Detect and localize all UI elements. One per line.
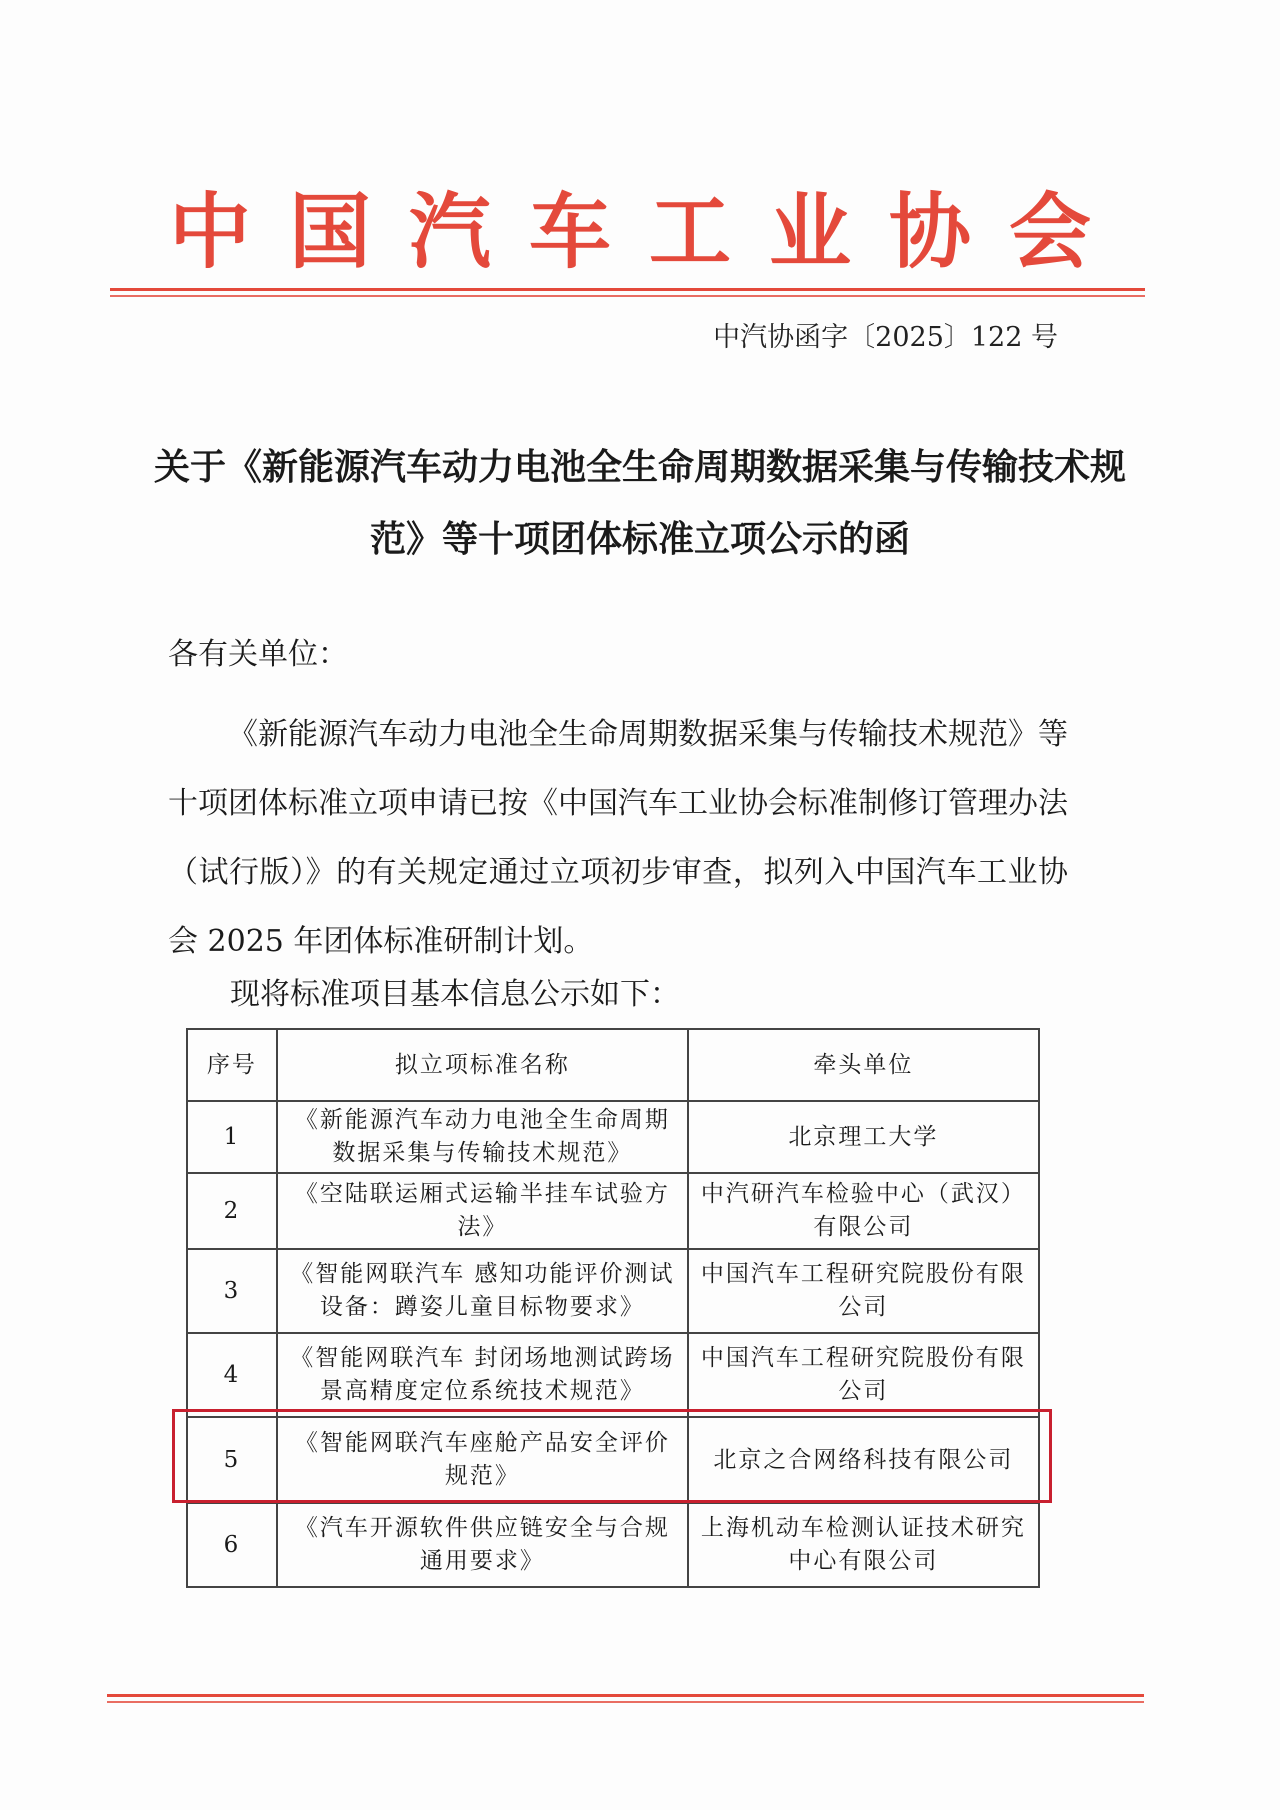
- table-row: [187, 1173, 1039, 1249]
- row-standard-name: 《智能网联汽车 感知功能评价测试设备：蹲姿儿童目标物要求》: [277, 1249, 688, 1333]
- row-lead-organization: 中国汽车工程研究院股份有限公司: [688, 1333, 1039, 1417]
- table-row: [187, 1249, 1039, 1333]
- row-serial-number: 5: [187, 1417, 277, 1503]
- letterhead-rule-top: [110, 288, 1145, 291]
- table-row: [187, 1503, 1039, 1587]
- table-row: [187, 1333, 1039, 1417]
- letterhead-org-name: 中国汽车工业协会: [168, 185, 1129, 280]
- row-lead-organization: 北京之合网络科技有限公司: [688, 1417, 1039, 1503]
- row-standard-name: 《空陆联运厢式运输半挂车试验方法》: [277, 1173, 688, 1249]
- row-standard-name: 《智能网联汽车 封闭场地测试跨场景高精度定位系统技术规范》: [277, 1333, 688, 1417]
- row-serial-number: 6: [187, 1503, 277, 1587]
- table-row-highlighted: [187, 1417, 1039, 1503]
- table-header-row: [187, 1029, 1039, 1101]
- row-lead-organization: 上海机动车检测认证技术研究中心有限公司: [688, 1503, 1039, 1587]
- row-standard-name: 《智能网联汽车座舱产品安全评价规范》: [277, 1417, 688, 1503]
- row-lead-organization: 北京理工大学: [688, 1101, 1039, 1173]
- table-intro-line: 现将标准项目基本信息公示如下：: [230, 977, 680, 1012]
- letterhead-rule-top-secondary: [110, 295, 1145, 297]
- header-standard-name: 拟立项标准名称: [277, 1029, 688, 1101]
- standards-table: [186, 1028, 1040, 1588]
- row-standard-name: 《汽车开源软件供应链安全与合规通用要求》: [277, 1503, 688, 1587]
- document-number: 中汽协函字〔2025〕122 号: [713, 322, 1058, 353]
- footer-rule: [107, 1694, 1144, 1697]
- row-serial-number: 2: [187, 1173, 277, 1249]
- row-serial-number: 3: [187, 1249, 277, 1333]
- row-lead-organization: 中汽研汽车检验中心（武汉）有限公司: [688, 1173, 1039, 1249]
- body-paragraph: 《新能源汽车动力电池全生命周期数据采集与传输技术规范》等十项团体标准立项申请已按《中国汽车工业协会标准制修订管理办法（试行版）》的有关规定通过立项初步审查，拟列入中国汽车工业协会 2025 年团体标准研制计划。: [168, 717, 1068, 959]
- document-title: 关于《新能源汽车动力电池全生命周期数据采集与传输技术规范》等十项团体标准立项公示的函: [153, 447, 1126, 560]
- table-row: [187, 1101, 1039, 1173]
- salutation: 各有关单位：: [168, 637, 348, 672]
- header-lead-organization: 牵头单位: [688, 1029, 1039, 1101]
- row-serial-number: 1: [187, 1101, 277, 1173]
- row-serial-number: 4: [187, 1333, 277, 1417]
- row-standard-name: 《新能源汽车动力电池全生命周期数据采集与传输技术规范》: [277, 1101, 688, 1173]
- footer-rule-secondary: [107, 1701, 1144, 1703]
- row-lead-organization: 中国汽车工程研究院股份有限公司: [688, 1249, 1039, 1333]
- header-serial-number: 序号: [187, 1029, 277, 1101]
